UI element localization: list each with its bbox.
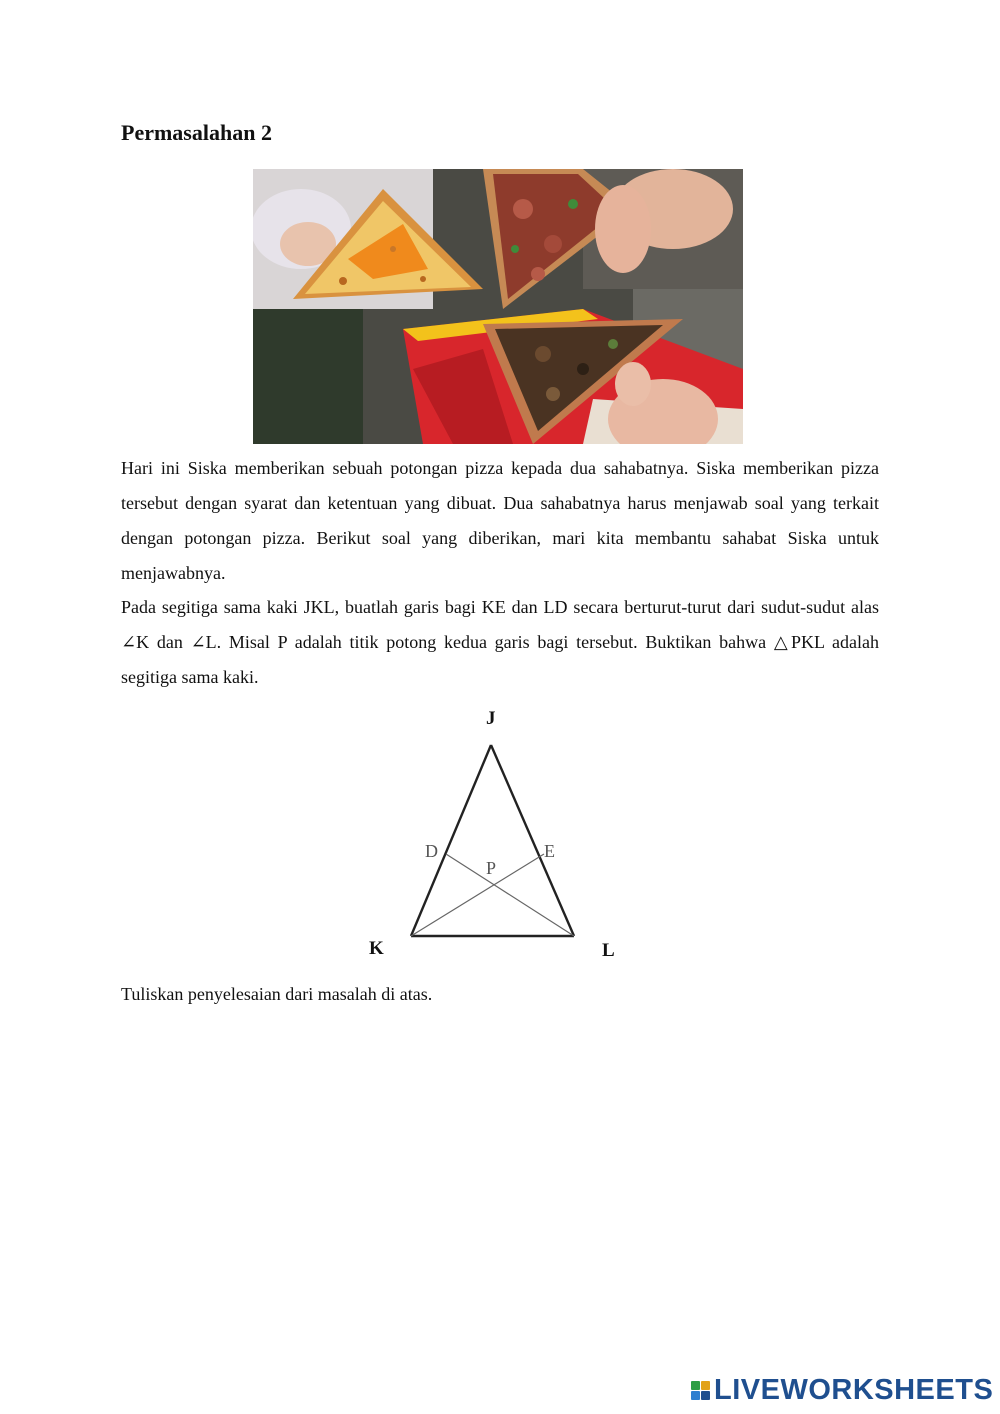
side-jk bbox=[411, 745, 491, 936]
point-label-e: E bbox=[544, 841, 555, 861]
liveworksheets-logo-icon bbox=[691, 1381, 710, 1400]
side-jl bbox=[491, 745, 574, 936]
vertex-label-l: L bbox=[602, 940, 615, 961]
problem-paragraph: Pada segitiga sama kaki JKL, buatlah garis bagi KE dan LD secara berturut-turut dari sudut-sudut alas ∠K dan ∠L. Misal P adalah titik potong kedua garis bagi tersebut. Buktikan bahwa △PKL adalah segitiga sama kaki. bbox=[121, 597, 879, 687]
point-label-p: P bbox=[486, 858, 497, 878]
instruction-text: Tuliskan penyelesaian dari masalah di atas. bbox=[121, 984, 433, 1004]
page-heading: Permasalahan 2 bbox=[121, 120, 272, 145]
bisector-ld bbox=[446, 854, 574, 936]
logo-square-4 bbox=[701, 1391, 710, 1400]
point-label-d: D bbox=[425, 841, 438, 861]
liveworksheets-logo bbox=[691, 1372, 993, 1408]
pizza-photo bbox=[253, 169, 743, 444]
vertex-label-j: J bbox=[486, 708, 496, 729]
bisector-ke bbox=[411, 854, 544, 936]
story-paragraph: Hari ini Siska memberikan sebuah potongan pizza kepada dua sahabatnya. Siska memberikan pizza tersebut dengan syarat dan ketentuan yang dibuat. Dua sahabatnya harus menjawab soal yang terkait dengan potongan pizza. Berikut soal yang diberikan, mari kita membantu sahabat Siska untuk menjawabnya. bbox=[121, 458, 879, 583]
isosceles-triangle-figure bbox=[360, 700, 640, 970]
vertex-label-k: K bbox=[369, 938, 384, 959]
triangle-diagram bbox=[360, 700, 640, 970]
pizza-photo-illustration bbox=[253, 169, 743, 444]
liveworksheets-logo-text: LIVEWORKSHEETS bbox=[714, 1373, 994, 1406]
logo-square-1 bbox=[691, 1381, 700, 1390]
logo-square-3 bbox=[691, 1391, 700, 1400]
logo-square-2 bbox=[701, 1381, 710, 1390]
